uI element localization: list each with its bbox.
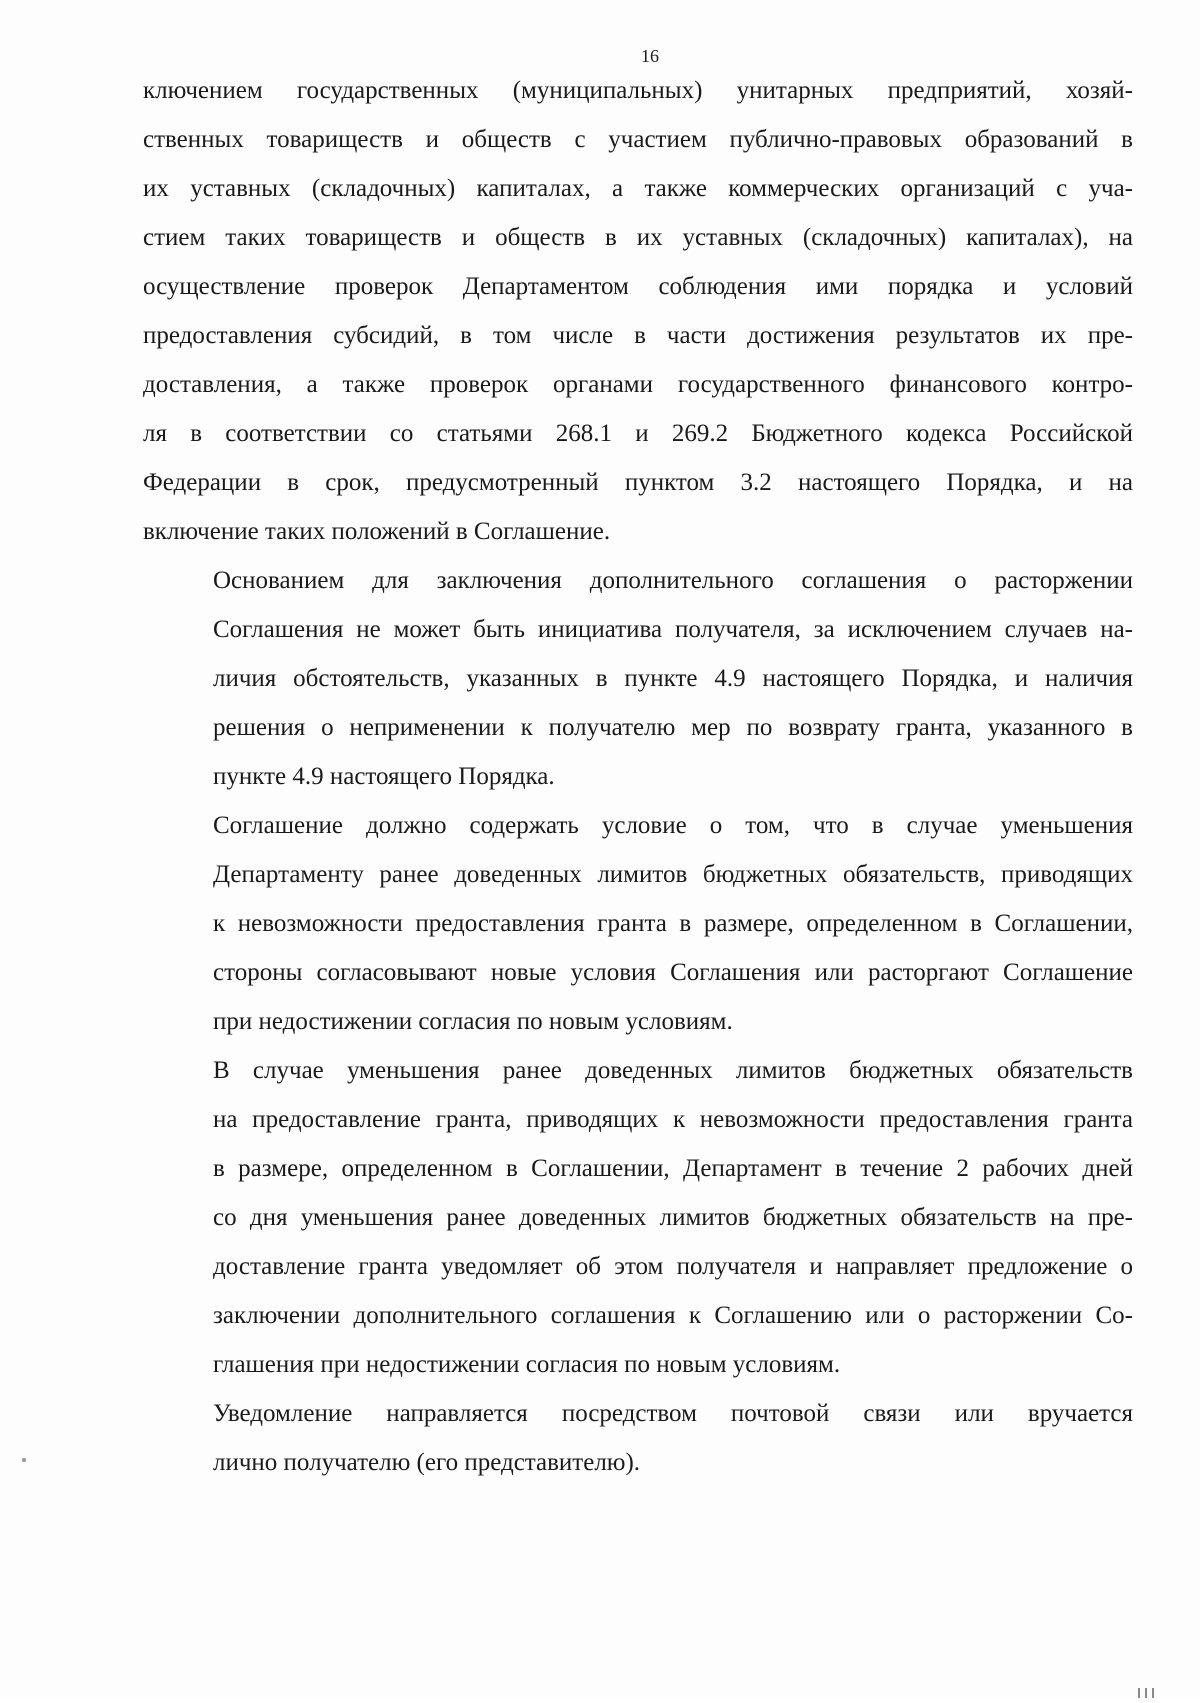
- text-line: лично получателю (его представителю).: [213, 1449, 641, 1476]
- text-line: в размере, определенном в Соглашении, Департамент в течение 2 рабочих дней: [213, 1155, 1133, 1182]
- text-line: доставления, а также проверок органами государственного финансового контро-: [143, 371, 1133, 398]
- paragraph: [143, 1389, 1133, 1487]
- text-line: доставление гранта уведомляет об этом получателя и направляет предложение о: [213, 1253, 1133, 1280]
- text-line: решения о неприменении к получателю мер по возврату гранта, указанного в: [213, 714, 1133, 741]
- paragraph: [143, 801, 1133, 1046]
- text-line: при недостижении согласия по новым условиям.: [213, 1008, 733, 1035]
- text-line: предоставления субсидий, в том числе в части достижения результатов их пре-: [143, 322, 1133, 349]
- paragraph: [143, 66, 1133, 556]
- text-line: осуществление проверок Департаментом соблюдения ими порядка и условий: [143, 273, 1133, 300]
- text-line: Соглашения не может быть инициатива получателя, за исключением случаев на-: [213, 616, 1133, 643]
- text-line: ля в соответствии со статьями 268.1 и 269.2 Бюджетного кодекса Российской: [143, 420, 1133, 447]
- text-line: личия обстоятельств, указанных в пункте 4.9 настоящего Порядка, и наличия: [213, 665, 1133, 692]
- text-line: со дня уменьшения ранее доведенных лимитов бюджетных обязательств на пре-: [213, 1204, 1133, 1231]
- scan-corner-marks: [1138, 1685, 1168, 1695]
- text-line: В случае уменьшения ранее доведенных лимитов бюджетных обязательств: [213, 1057, 1133, 1084]
- text-line: Департаменту ранее доведенных лимитов бюджетных обязательств, приводящих: [213, 861, 1133, 888]
- text-line: стием таких товариществ и обществ в их уставных (складочных) капиталах), на: [143, 224, 1133, 251]
- paragraph: [143, 556, 1133, 801]
- text-line: Федерации в срок, предусмотренный пунктом 3.2 настоящего Порядка, и на: [143, 469, 1133, 496]
- text-line: Соглашение должно содержать условие о том, что в случае уменьшения: [213, 812, 1133, 839]
- text-line: ственных товариществ и обществ с участием публично-правовых образований в: [143, 126, 1133, 153]
- page-number: 16: [641, 46, 659, 66]
- paragraph: [143, 1046, 1133, 1389]
- text-line: включение таких положений в Соглашение.: [143, 518, 611, 545]
- text-line: глашения при недостижении согласия по новым условиям.: [213, 1351, 841, 1378]
- text-line: к невозможности предоставления гранта в размере, определенном в Соглашении,: [213, 910, 1133, 937]
- text-line: Основанием для заключения дополнительного соглашения о расторжении: [213, 567, 1133, 594]
- text-line: ключением государственных (муниципальных) унитарных предприятий, хозяй-: [143, 77, 1133, 104]
- document-body: [143, 66, 1133, 1487]
- text-line: Уведомление направляется посредством почтовой связи или вручается: [213, 1400, 1133, 1427]
- text-line: заключении дополнительного соглашения к Соглашению или о расторжении Со-: [213, 1302, 1133, 1329]
- text-line: стороны согласовывают новые условия Соглашения или расторгают Соглашение: [213, 959, 1133, 986]
- text-line: на предоставление гранта, приводящих к невозможности предоставления гранта: [213, 1106, 1133, 1133]
- text-line: их уставных (складочных) капиталах, а также коммерческих организаций с уча-: [143, 175, 1133, 202]
- text-line: пункте 4.9 настоящего Порядка.: [213, 763, 555, 790]
- scan-margin-mark: [22, 1458, 26, 1462]
